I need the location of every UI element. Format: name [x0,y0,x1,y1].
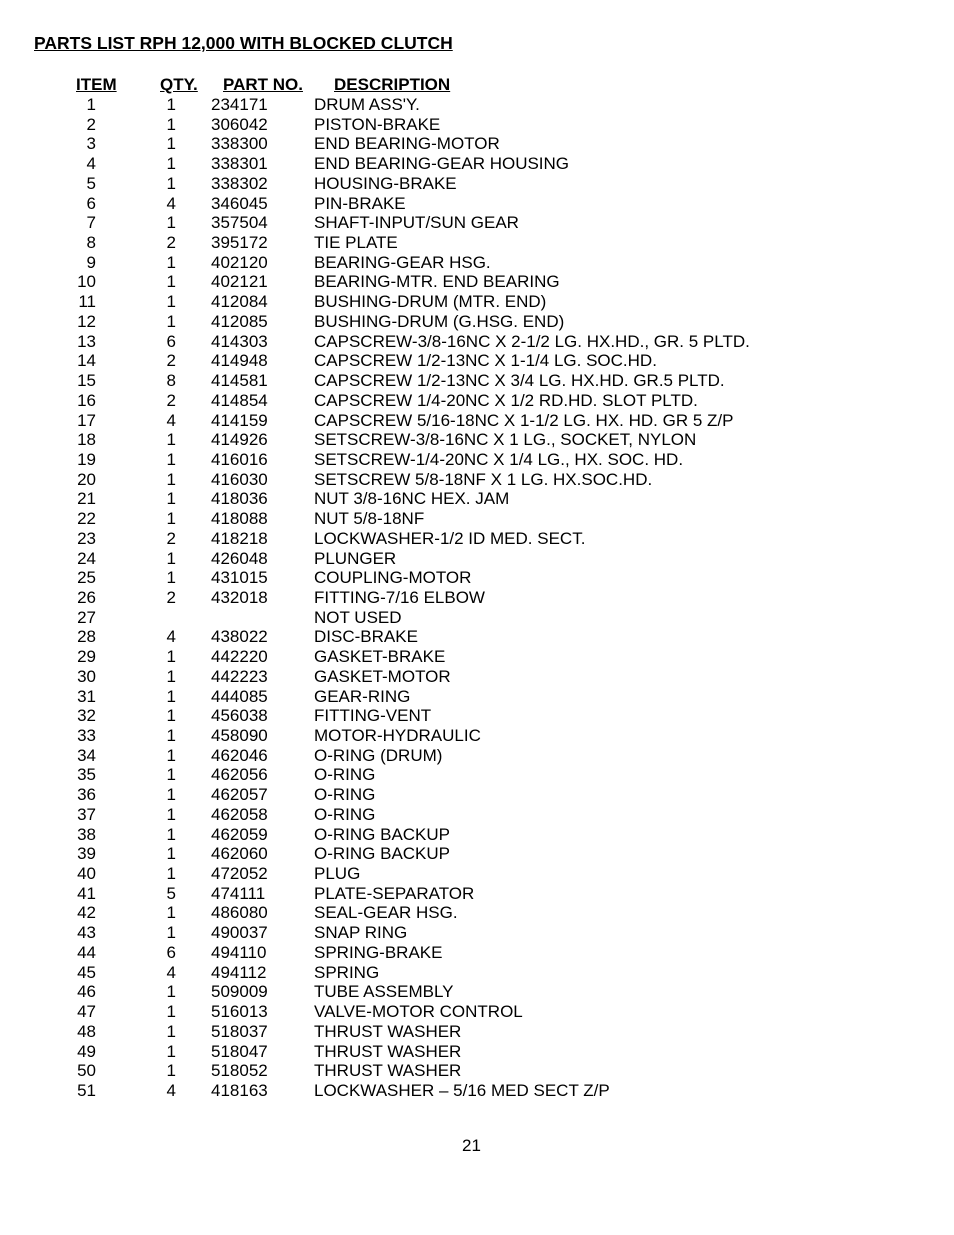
table-row [0,470,954,490]
part-number: 414854 [211,390,268,410]
part-number: 338301 [211,154,268,174]
item-number: 22 [77,509,96,529]
part-number: 357504 [211,213,268,233]
item-number: 18 [77,430,96,450]
table-row [0,608,954,628]
description: BUSHING-DRUM (MTR. END) [314,292,547,312]
quantity: 1 [166,726,176,745]
item-number: 36 [77,785,96,805]
part-number: 338300 [211,134,268,154]
table-row [0,1022,954,1042]
item-number: 35 [77,765,96,785]
part-number: 346045 [211,193,268,213]
quantity: 2 [166,351,176,371]
part-number: 338302 [211,173,268,193]
description: PISTON-BRAKE [314,114,441,134]
quantity: 1 [166,1002,176,1022]
part-number: 418036 [211,489,268,509]
quantity: 1 [166,548,176,568]
table-row [0,864,954,884]
description: THRUST WASHER [314,1021,462,1041]
description: NUT 3/8-16NC HEX. JAM [314,489,510,509]
item-number: 49 [77,1041,96,1061]
table-row [0,785,954,805]
table-row [0,726,954,746]
column-header-qty: QTY. [160,75,198,94]
part-number: 462057 [211,785,268,805]
part-number: 518037 [211,1021,268,1041]
table-row [0,765,954,785]
table-row [0,332,954,352]
table-row [0,903,954,923]
description: CAPSCREW 1/2-13NC X 1-1/4 LG. SOC.HD. [314,351,657,371]
item-number: 30 [77,666,96,686]
quantity: 1 [166,252,176,272]
table-row [0,943,954,963]
part-number: 516013 [211,1002,268,1022]
table-row [0,529,954,549]
quantity: 1 [166,134,176,154]
table-row [0,1061,954,1081]
part-number: 494110 [211,942,267,962]
item-number: 44 [77,942,96,962]
part-number: 416016 [211,449,268,469]
table-row [0,627,954,647]
table-row [0,1002,954,1022]
part-number: 462056 [211,765,268,785]
part-number: 518047 [211,1041,268,1061]
table-row [0,134,954,154]
item-number: 16 [77,390,96,410]
table-row [0,1042,954,1062]
quantity: 1 [166,154,176,174]
quantity: 1 [166,982,176,1002]
description: GASKET-MOTOR [314,666,451,686]
quantity: 4 [166,962,176,982]
table-row [0,746,954,766]
item-number: 20 [77,469,96,489]
table-row [0,982,954,1002]
item-number: 28 [77,627,96,647]
item-number: 29 [77,647,96,667]
part-number: 414303 [211,331,268,351]
item-number: 21 [77,489,96,509]
description: SETSCREW 5/8-18NF X 1 LG. HX.SOC.HD. [314,469,653,489]
part-number: 431015 [211,568,268,588]
item-number: 31 [77,686,96,706]
item-number: 15 [77,371,96,391]
description: BEARING-MTR. END BEARING [314,272,560,292]
description: LOCKWASHER-1/2 ID MED. SECT. [314,528,586,548]
part-number: 490037 [211,923,268,943]
part-number: 416030 [211,469,268,489]
part-number: 412084 [211,292,268,312]
table-row [0,95,954,115]
page-title: PARTS LIST RPH 12,000 WITH BLOCKED CLUTCH [34,33,453,53]
part-number: 444085 [211,686,268,706]
table-row [0,115,954,135]
description: SPRING-BRAKE [314,942,443,962]
description: O-RING BACKUP [314,824,451,844]
part-number: 442223 [211,666,268,686]
quantity: 6 [166,331,176,351]
description: PLATE-SEPARATOR [314,883,475,903]
table-row [0,825,954,845]
quantity: 1 [166,686,176,706]
item-number: 13 [77,331,96,351]
quantity: 6 [166,942,176,962]
part-number: 418088 [211,509,268,529]
table-row [0,923,954,943]
description: DISC-BRAKE [314,627,418,647]
description: DRUM ASS'Y. [314,95,420,114]
table-row [0,194,954,214]
item-number: 47 [77,1002,96,1022]
description: O-RING [314,785,376,805]
table-row [0,351,954,371]
description: BUSHING-DRUM (G.HSG. END) [314,311,565,331]
item-number: 9 [86,252,96,272]
part-number: 456038 [211,706,268,726]
description: VALVE-MOTOR CONTROL [314,1002,523,1022]
table-row [0,687,954,707]
quantity: 1 [166,272,176,292]
table-row [0,371,954,391]
quantity: 1 [166,1021,176,1041]
description: COUPLING-MOTOR [314,568,472,588]
part-number: 402121 [211,272,268,292]
description: SPRING [314,962,380,982]
table-row [0,154,954,174]
quantity: 1 [166,173,176,193]
item-number: 11 [78,292,96,312]
quantity: 1 [166,430,176,450]
quantity: 1 [166,765,176,785]
description: CAPSCREW 5/16-18NC X 1-1/2 LG. HX. HD. GR 5 Z/P [314,410,734,430]
quantity: 1 [166,864,176,884]
description: NUT 5/8-18NF [314,509,425,529]
item-number: 26 [77,587,96,607]
table-row [0,963,954,983]
quantity: 1 [166,706,176,726]
table-row [0,253,954,273]
description: PLUNGER [314,548,397,568]
table-row [0,411,954,431]
part-number: 234171 [211,95,268,114]
table-row [0,450,954,470]
item-number: 6 [86,193,96,213]
description: SHAFT-INPUT/SUN GEAR [314,213,519,233]
item-number: 46 [77,982,96,1002]
part-number: 486080 [211,903,268,923]
part-number: 494112 [211,962,267,982]
quantity: 1 [166,824,176,844]
quantity: 4 [166,193,176,213]
part-number: 414159 [211,410,268,430]
description: PIN-BRAKE [314,193,406,213]
quantity: 1 [166,647,176,667]
part-number: 458090 [211,726,268,745]
table-row [0,549,954,569]
description: TUBE ASSEMBLY [314,982,454,1002]
quantity: 1 [166,311,176,331]
quantity: 1 [166,213,176,233]
item-number: 14 [77,351,96,371]
description: O-RING BACKUP [314,844,451,864]
table-row [0,430,954,450]
item-number: 3 [86,134,96,154]
part-number: 438022 [211,627,268,647]
quantity: 1 [166,114,176,134]
table-row [0,233,954,253]
quantity: 4 [166,1080,176,1100]
description: GASKET-BRAKE [314,647,446,667]
part-number: 414948 [211,351,268,371]
part-number: 462059 [211,824,268,844]
part-number: 462058 [211,804,268,824]
item-number: 32 [77,706,96,726]
quantity: 4 [166,627,176,647]
description: MOTOR-HYDRAULIC [314,726,481,745]
item-number: 2 [86,114,96,134]
part-number: 432018 [211,587,268,607]
description: TIE PLATE [314,233,398,253]
part-number: 402120 [211,252,268,272]
quantity: 1 [166,95,176,114]
description: NOT USED [314,607,402,627]
quantity: 1 [166,785,176,805]
part-number: 412085 [211,311,268,331]
description: HOUSING-BRAKE [314,173,457,193]
quantity: 5 [166,883,176,903]
description: PLUG [314,864,361,884]
part-number: 414581 [211,371,268,391]
parts-table [0,95,954,1101]
quantity: 1 [166,469,176,489]
column-header-part-no: PART NO. [223,75,303,94]
table-row [0,489,954,509]
table-row [0,706,954,726]
table-row [0,509,954,529]
table-row [0,391,954,411]
item-number: 10 [77,272,96,292]
column-header-description: DESCRIPTION [334,75,451,94]
description: CAPSCREW-3/8-16NC X 2-1/2 LG. HX.HD., GR. 5 PLTD. [314,331,750,351]
item-number: 39 [77,844,96,864]
quantity: 1 [166,568,176,588]
description: CAPSCREW 1/2-13NC X 3/4 LG. HX.HD. GR.5 PLTD. [314,371,725,391]
item-number: 12 [77,311,96,331]
quantity: 1 [166,489,176,509]
table-row [0,588,954,608]
table-row [0,213,954,233]
description: SETSCREW-3/8-16NC X 1 LG., SOCKET, NYLON [314,430,697,450]
part-number: 462046 [211,745,268,765]
part-number: 395172 [211,233,268,253]
item-number: 17 [77,410,96,430]
table-row [0,1081,954,1101]
item-number: 51 [77,1080,96,1100]
item-number: 40 [77,864,96,884]
table-row [0,174,954,194]
item-number: 27 [77,607,96,627]
item-number: 33 [77,726,96,745]
quantity: 1 [166,923,176,943]
quantity: 1 [166,509,176,529]
table-row [0,568,954,588]
table-row [0,667,954,687]
quantity: 2 [166,528,176,548]
part-number: 418218 [211,528,268,548]
item-number: 37 [77,804,96,824]
description: LOCKWASHER – 5/16 MED SECT Z/P [314,1080,610,1100]
table-row [0,884,954,904]
table-row [0,844,954,864]
quantity: 1 [166,449,176,469]
item-number: 45 [77,962,96,982]
quantity: 1 [166,292,176,312]
description: SETSCREW-1/4-20NC X 1/4 LG., HX. SOC. HD. [314,449,684,469]
part-number: 474111 [211,883,266,903]
table-row [0,272,954,292]
item-number: 41 [77,883,96,903]
item-number: 5 [86,173,96,193]
quantity: 1 [166,1041,176,1061]
part-number: 509009 [211,982,268,1002]
item-number: 1 [86,95,96,114]
part-number: 462060 [211,844,268,864]
quantity: 1 [166,666,176,686]
item-number: 42 [77,903,96,923]
description: FITTING-7/16 ELBOW [314,587,485,607]
part-number: 426048 [211,548,268,568]
item-number: 50 [77,1061,96,1081]
quantity: 8 [166,371,176,391]
part-number: 306042 [211,114,268,134]
item-number: 48 [77,1021,96,1041]
quantity: 1 [166,844,176,864]
description: GEAR-RING [314,686,411,706]
description: THRUST WASHER [314,1061,462,1081]
description: O-RING [314,804,376,824]
part-number: 414926 [211,430,268,450]
part-number: 518052 [211,1061,268,1081]
quantity: 1 [166,903,176,923]
part-number: 418163 [211,1080,268,1100]
item-number: 38 [77,824,96,844]
description: BEARING-GEAR HSG. [314,252,491,272]
description: O-RING (DRUM) [314,745,443,765]
description: END BEARING-MOTOR [314,134,500,154]
description: END BEARING-GEAR HOUSING [314,154,570,174]
description: O-RING [314,765,376,785]
table-row [0,312,954,332]
item-number: 4 [86,154,96,174]
part-number: 442220 [211,647,268,667]
description: SNAP RING [314,923,408,943]
item-number: 7 [86,213,96,233]
item-number: 19 [77,449,96,469]
item-number: 25 [77,568,96,588]
table-row [0,805,954,825]
description: SEAL-GEAR HSG. [314,903,458,923]
item-number: 24 [77,548,96,568]
column-header-item: ITEM [76,75,117,94]
quantity: 2 [166,233,176,253]
quantity: 1 [166,1061,176,1081]
item-number: 43 [77,923,96,943]
item-number: 34 [77,745,96,765]
table-row [0,292,954,312]
description: CAPSCREW 1/4-20NC X 1/2 RD.HD. SLOT PLTD. [314,390,698,410]
description: THRUST WASHER [314,1041,462,1061]
description: FITTING-VENT [314,706,432,726]
quantity: 1 [166,745,176,765]
quantity: 2 [166,390,176,410]
page-number: 21 [462,1136,481,1155]
quantity: 2 [166,587,176,607]
quantity: 4 [166,410,176,430]
quantity: 1 [166,804,176,824]
item-number: 8 [86,233,96,253]
table-row [0,647,954,667]
part-number: 472052 [211,864,268,884]
item-number: 23 [77,528,96,548]
